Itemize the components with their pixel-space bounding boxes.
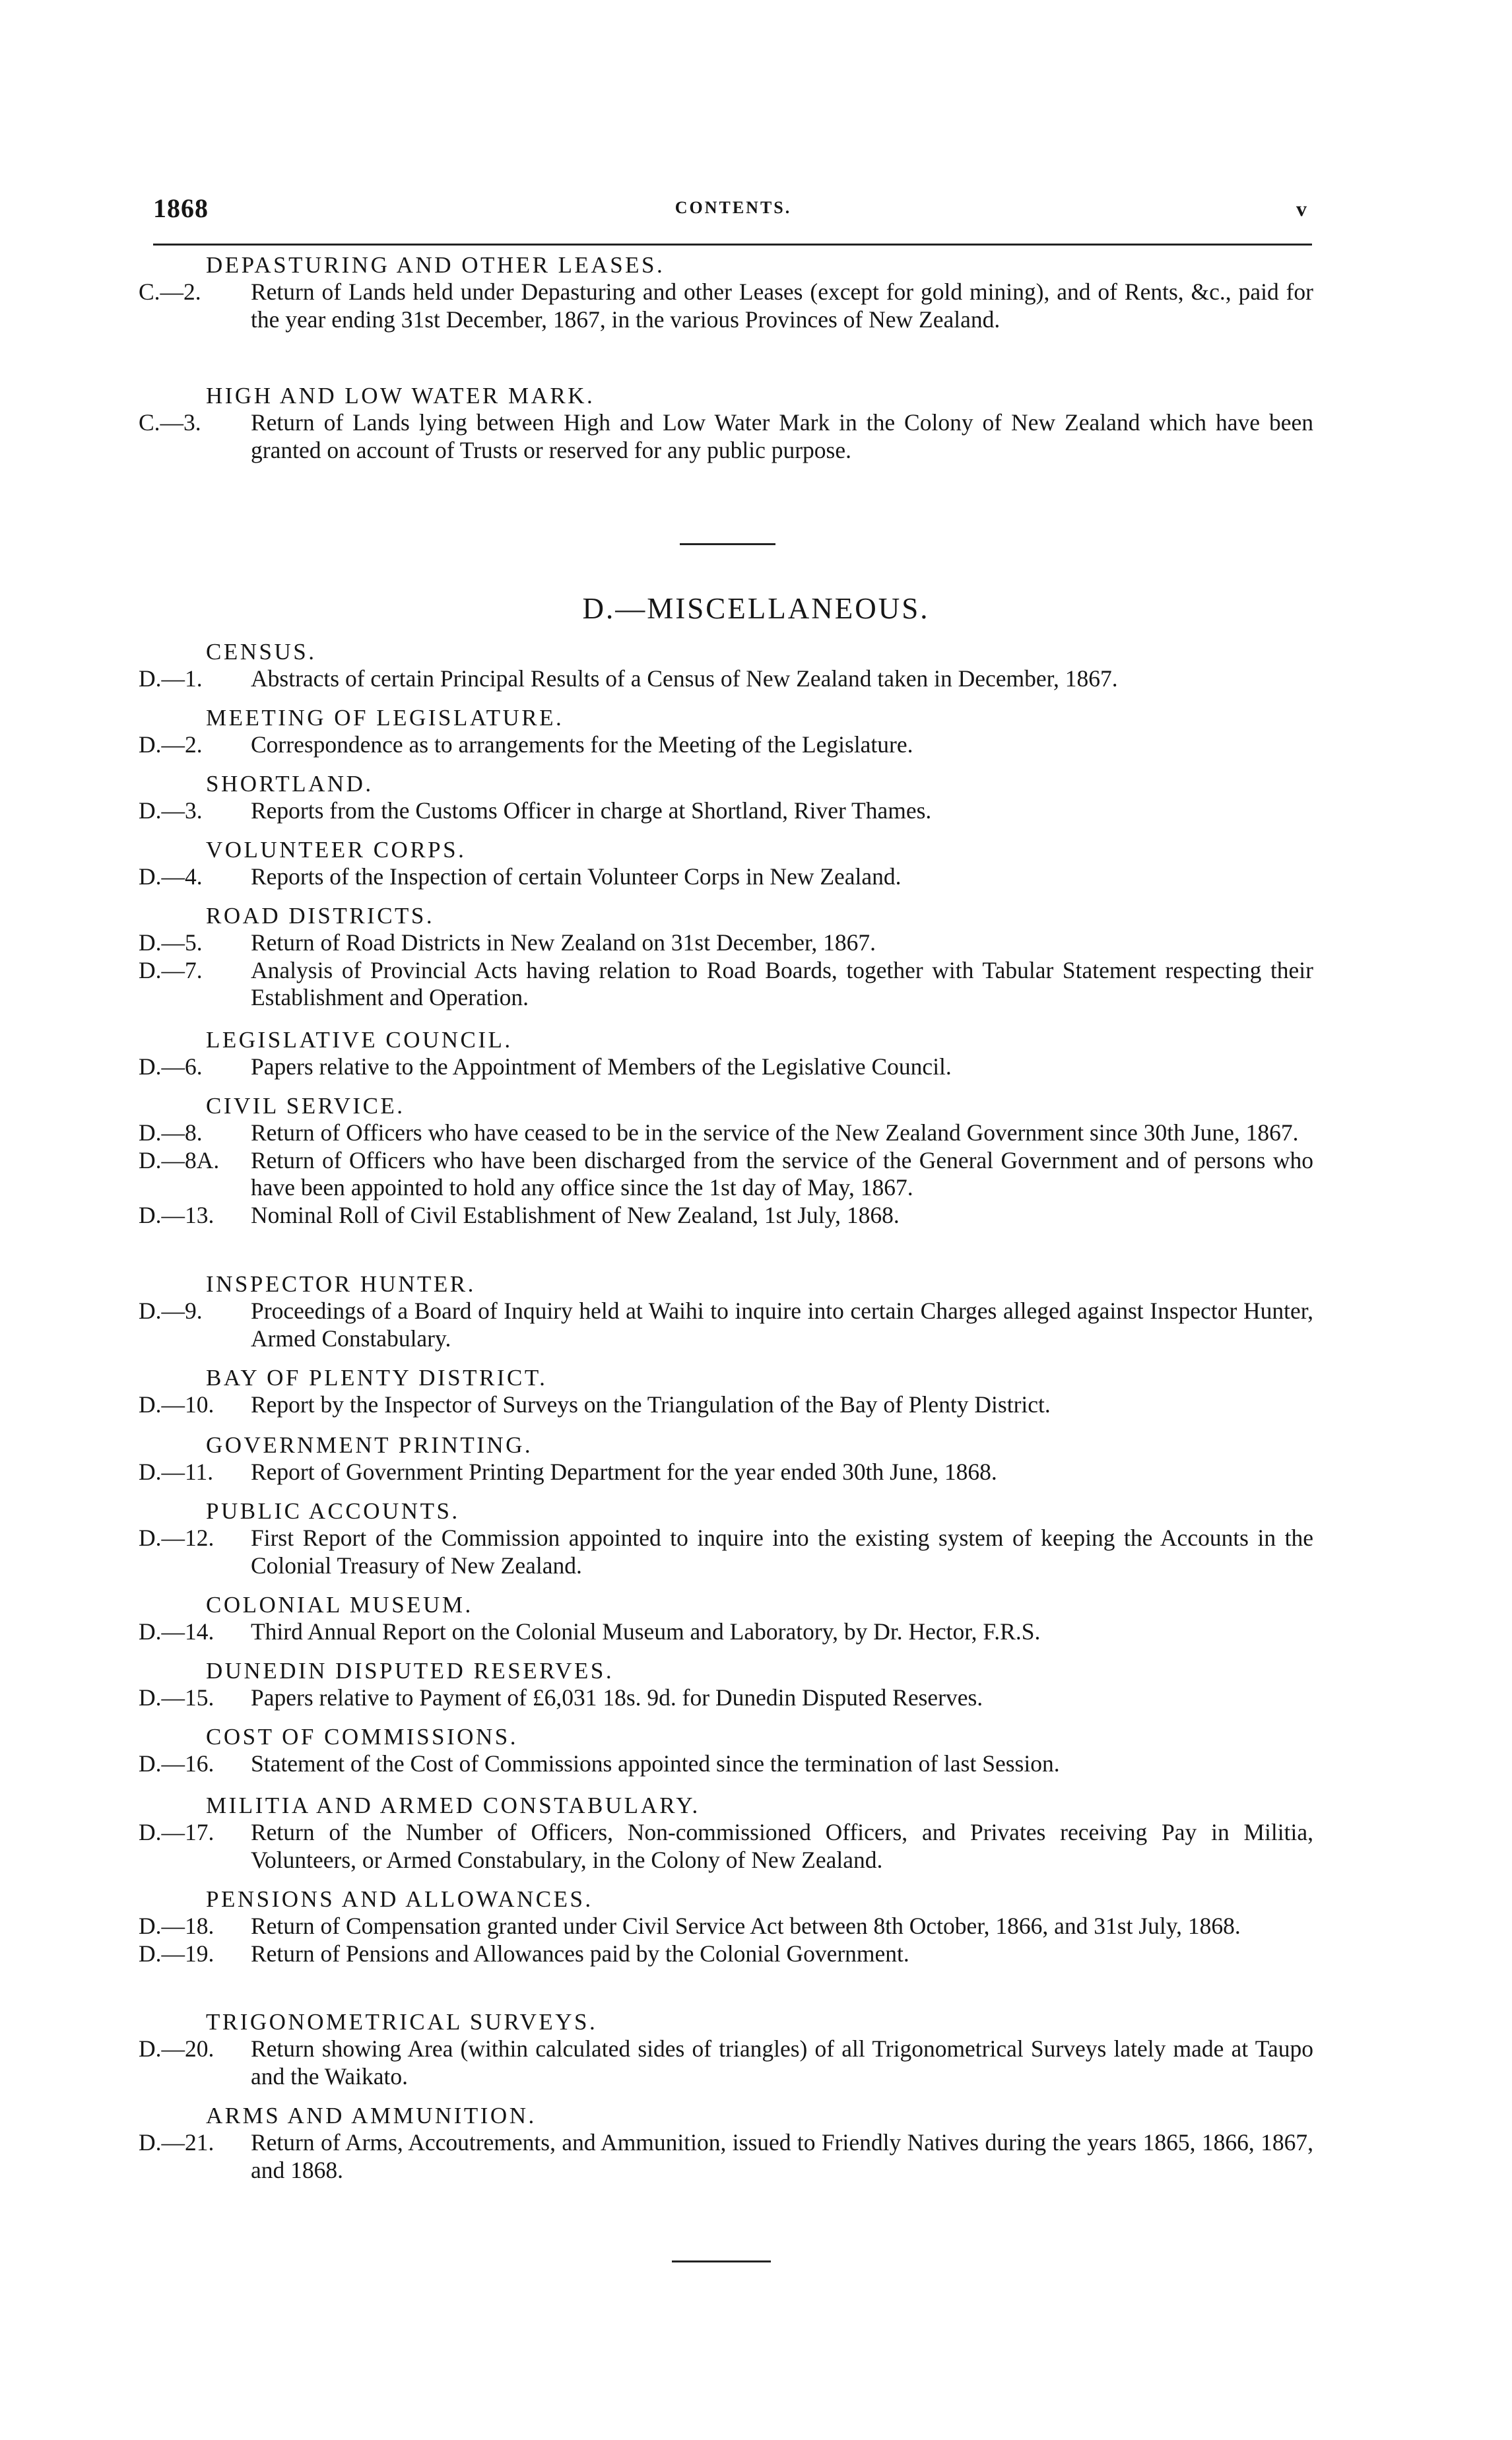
entry-code: D.—13. — [139, 1201, 214, 1228]
contents-group — [139, 252, 1313, 333]
group-heading: BAY OF PLENTY DISTRICT. — [206, 1365, 548, 1391]
entry-code: D.—18. — [139, 1913, 214, 1939]
entry-text: Return of Officers who have ceased to be in the service of the New Zealand Government since 30th June, 1867. — [251, 1119, 1299, 1146]
entry-code: D.—1. — [139, 665, 203, 692]
entry-text: Return of Arms, Accoutrements, and Ammunition, issued to Friendly Natives during the years 1865, 1866, 1867, and 1868. — [251, 2129, 1313, 2183]
entry-code: C.—3. — [139, 409, 201, 436]
group-heading: ROAD DISTRICTS. — [206, 903, 435, 929]
contents-entry — [139, 1913, 1313, 1940]
contents-group — [139, 1365, 1313, 1419]
contents-entry — [139, 1202, 1313, 1230]
contents-group — [139, 771, 1313, 825]
entry-text: Return of the Number of Officers, Non-commissioned Officers, and Privates receiving Pay in Militia, Volunteers, or Armed Constabulary, in the Colony of New Zealand. — [251, 1819, 1313, 1873]
entry-text: Return of Lands held under Depasturing and other Leases (except for gold mining), and of Rents, &c., paid for the year ending 31st December, 1867, in the various Provinces of New Zealand. — [251, 279, 1313, 333]
contents-group — [139, 1498, 1313, 1579]
group-heading: HIGH AND LOW WATER MARK. — [206, 383, 595, 409]
entry-code: C.—2. — [139, 279, 201, 305]
contents-entry — [139, 1119, 1313, 1147]
contents-group — [139, 1793, 1313, 1874]
contents-entry — [139, 1391, 1313, 1419]
contents-entry — [139, 1684, 1313, 1712]
contents-entry — [139, 409, 1313, 464]
section-divider — [680, 543, 775, 545]
contents-entry — [139, 1750, 1313, 1778]
contents-group — [139, 2009, 1313, 2090]
group-heading: MEETING OF LEGISLATURE. — [206, 705, 564, 731]
entry-code: D.—9. — [139, 1298, 203, 1324]
group-heading: SHORTLAND. — [206, 771, 374, 797]
entry-code: D.—4. — [139, 863, 203, 890]
contents-entry — [139, 929, 1313, 957]
contents-group — [139, 1886, 1313, 1967]
entry-code: D.—15. — [139, 1684, 214, 1711]
contents-entry — [139, 1940, 1313, 1968]
contents-group — [139, 1093, 1313, 1229]
entry-code: D.—6. — [139, 1053, 203, 1080]
contents-entry — [139, 957, 1313, 1012]
contents-entry — [139, 863, 1313, 891]
section-title: D.—MISCELLANEOUS. — [582, 592, 930, 625]
entry-text: Report by the Inspector of Surveys on the Triangulation of the Bay of Plenty District. — [251, 1391, 1051, 1418]
contents-group — [139, 1027, 1313, 1081]
entry-text: Abstracts of certain Principal Results of a Census of New Zealand taken in December, 1867. — [251, 665, 1118, 692]
group-heading: COLONIAL MUSEUM. — [206, 1592, 473, 1618]
contents-entry — [139, 1525, 1313, 1579]
contents-group — [139, 1724, 1313, 1778]
contents-group — [139, 1432, 1313, 1486]
contents-entry — [139, 1053, 1313, 1081]
entry-text: Return of Pensions and Allowances paid by the Colonial Government. — [251, 1940, 909, 1967]
entry-text: Third Annual Report on the Colonial Museum and Laboratory, by Dr. Hector, F.R.S. — [251, 1618, 1041, 1645]
entry-text: Reports of the Inspection of certain Volunteer Corps in New Zealand. — [251, 863, 902, 890]
contents-group — [139, 705, 1313, 759]
entry-code: D.—20. — [139, 2035, 214, 2062]
closing-divider — [672, 2260, 771, 2262]
contents-entry — [139, 1459, 1313, 1486]
group-heading: INSPECTOR HUNTER. — [206, 1271, 476, 1297]
entry-text: Return of Road Districts in New Zealand on 31st December, 1867. — [251, 929, 876, 956]
contents-entry — [139, 665, 1313, 693]
entry-text: Proceedings of a Board of Inquiry held at Waihi to inquire into certain Charges alleged against Inspector Hunter, Armed Constabulary. — [251, 1298, 1313, 1352]
group-heading: ARMS AND AMMUNITION. — [206, 2103, 537, 2128]
group-heading: CIVIL SERVICE. — [206, 1093, 405, 1119]
contents-entry — [139, 2129, 1313, 2184]
entry-text: Papers relative to Payment of £6,031 18s. 9d. for Dunedin Disputed Reserves. — [251, 1684, 983, 1711]
contents-entry — [139, 1298, 1313, 1352]
contents-entry — [139, 731, 1313, 759]
group-heading: PENSIONS AND ALLOWANCES. — [206, 1886, 593, 1912]
entry-text: Correspondence as to arrangements for the Meeting of the Legislature. — [251, 731, 913, 758]
group-heading: MILITIA AND ARMED CONSTABULARY. — [206, 1793, 700, 1818]
contents-group — [139, 837, 1313, 891]
contents-group — [139, 1658, 1313, 1712]
entry-code: D.—19. — [139, 1940, 214, 1967]
entry-code: D.—5. — [139, 929, 203, 956]
group-heading: CENSUS. — [206, 639, 317, 665]
group-heading: COST OF COMMISSIONS. — [206, 1724, 518, 1750]
entry-text: Return showing Area (within calculated sides of triangles) of all Trigonometrical Surveys lately made at Taupo and the Waikato. — [251, 2035, 1313, 2090]
entry-code: D.—16. — [139, 1750, 214, 1777]
contents-group — [139, 2103, 1313, 2184]
entry-code: D.—7. — [139, 956, 203, 983]
group-heading: DEPASTURING AND OTHER LEASES. — [206, 252, 665, 278]
contents-group — [139, 903, 1313, 1012]
entry-code: D.—8A. — [139, 1146, 220, 1173]
group-heading: DUNEDIN DISPUTED RESERVES. — [206, 1658, 614, 1684]
contents-group — [139, 1271, 1313, 1352]
contents-group — [139, 383, 1313, 464]
page-number: v — [1296, 197, 1307, 220]
entry-code: D.—21. — [139, 2129, 214, 2156]
entry-text: Statement of the Cost of Commissions appointed since the termination of last Session. — [251, 1750, 1060, 1777]
group-heading: TRIGONOMETRICAL SURVEYS. — [206, 2009, 598, 2035]
contents-entry — [139, 797, 1313, 825]
entry-code: D.—14. — [139, 1618, 214, 1645]
contents-entry — [139, 1618, 1313, 1646]
group-heading: PUBLIC ACCOUNTS. — [206, 1498, 460, 1524]
header-rule — [153, 244, 1312, 246]
entry-text: First Report of the Commission appointed to inquire into the existing system of keeping the Accounts in the Colonial Treasury of New Zealand. — [251, 1525, 1313, 1579]
contents-entry — [139, 1147, 1313, 1202]
group-heading: VOLUNTEER CORPS. — [206, 837, 467, 863]
contents-entry — [139, 279, 1313, 333]
entry-text: Reports from the Customs Officer in charge at Shortland, River Thames. — [251, 797, 932, 824]
entry-code: D.—10. — [139, 1391, 214, 1418]
entry-code: D.—11. — [139, 1459, 214, 1485]
group-heading: LEGISLATIVE COUNCIL. — [206, 1027, 513, 1053]
entry-text: Report of Government Printing Department for the year ended 30th June, 1868. — [251, 1459, 997, 1485]
entry-code: D.—3. — [139, 797, 203, 824]
entry-text: Nominal Roll of Civil Establishment of New Zealand, 1st July, 1868. — [251, 1201, 900, 1228]
entry-text: Return of Compensation granted under Civil Service Act between 8th October, 1866, and 31st July, 1868. — [251, 1913, 1241, 1939]
running-head-year: 1868 — [153, 193, 209, 223]
entry-text: Analysis of Provincial Acts having relation to Road Boards, together with Tabular Statement respecting their Establishment and Operation. — [251, 956, 1313, 1010]
entry-code: D.—17. — [139, 1819, 214, 1845]
entry-text: Return of Officers who have been discharged from the service of the General Government and of persons who have been appointed to hold any office since the 1st day of May, 1867. — [251, 1146, 1313, 1201]
entry-code: D.—12. — [139, 1525, 214, 1551]
group-heading: GOVERNMENT PRINTING. — [206, 1432, 533, 1458]
contents-entry — [139, 1819, 1313, 1874]
running-head — [153, 193, 1313, 232]
running-head-title: CONTENTS. — [674, 198, 792, 217]
contents-entry — [139, 2035, 1313, 2090]
contents-group — [139, 1592, 1313, 1646]
entry-text: Return of Lands lying between High and Low Water Mark in the Colony of New Zealand which have been granted on account of Trusts or reserved for any public purpose. — [251, 409, 1313, 463]
contents-group — [139, 639, 1313, 693]
entry-code: D.—2. — [139, 731, 203, 758]
entry-text: Papers relative to the Appointment of Members of the Legislative Council. — [251, 1053, 952, 1080]
entry-code: D.—8. — [139, 1119, 203, 1146]
